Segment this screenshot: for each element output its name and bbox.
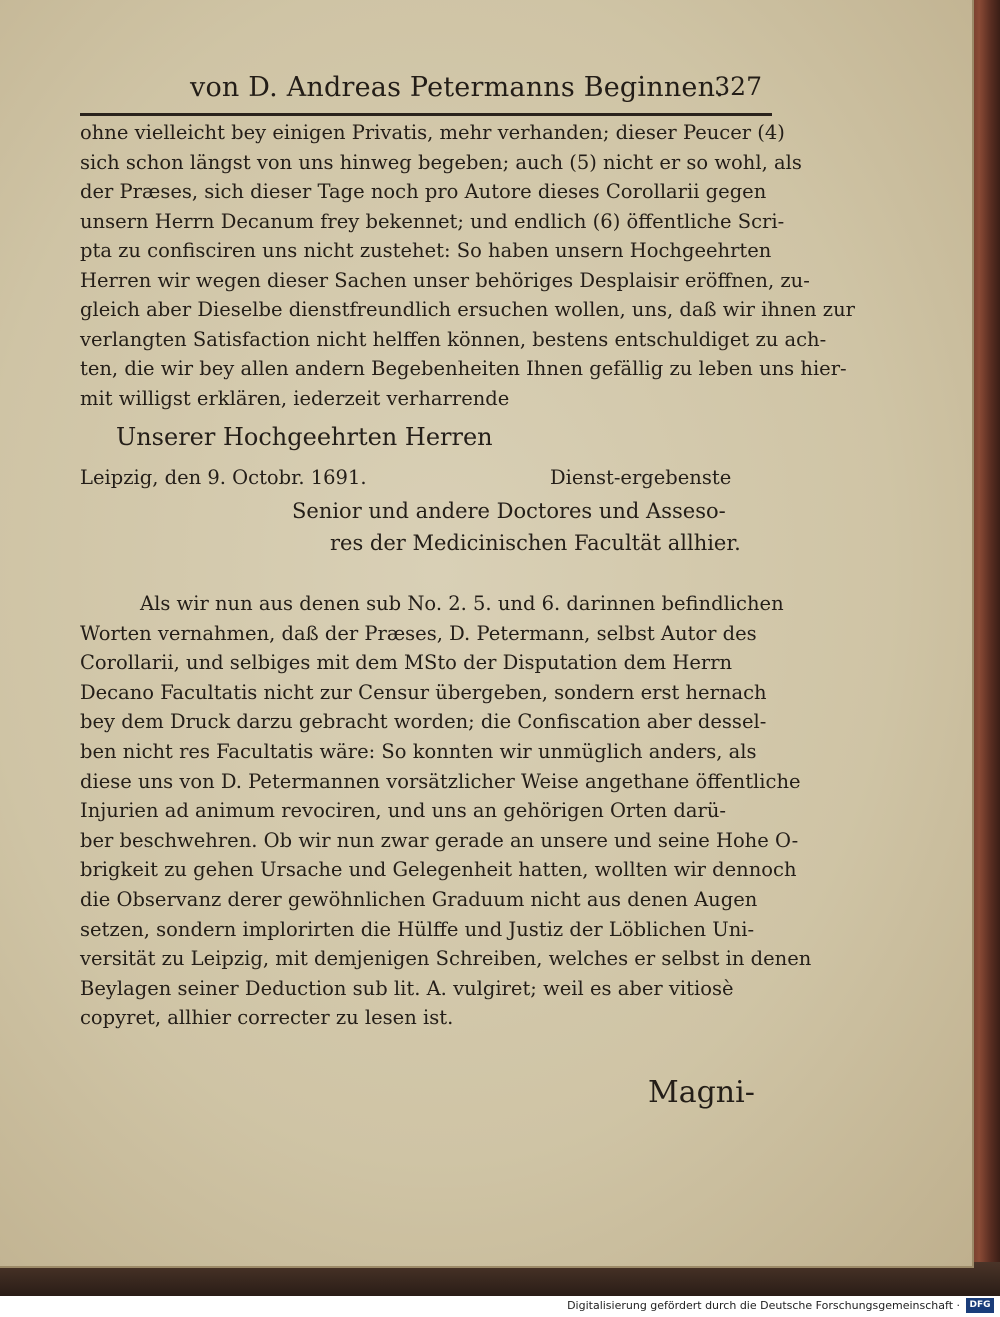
catchword: Magni- bbox=[648, 1075, 755, 1110]
text-line: bey dem Druck darzu gebracht worden; die Confiscation aber dessel- bbox=[80, 710, 767, 734]
footer-bar bbox=[0, 1296, 1000, 1317]
text-line: pta zu confisciren uns nicht zustehet: So haben unsern Hochgeehrten bbox=[80, 239, 772, 262]
paragraph-2 bbox=[80, 589, 812, 1033]
page-body bbox=[80, 118, 855, 1033]
text-line: der Præses, sich dieser Tage noch pro Autore dieses Corollarii gegen bbox=[80, 180, 767, 203]
header-rule bbox=[80, 113, 772, 116]
text-line: verlangten Satisfaction nicht helffen können, bestens entschuldiget zu ach- bbox=[80, 327, 827, 351]
page-header bbox=[80, 66, 770, 110]
page-number: 327 bbox=[714, 72, 762, 101]
letter-closing: Unserer Hochgeehrten Herren bbox=[116, 423, 493, 451]
text-line: Worten vernahmen, daß der Præses, D. Petermann, selbst Autor des bbox=[80, 621, 757, 645]
text-line: mit willigst erklären, iederzeit verharrende bbox=[80, 386, 510, 410]
text-line: diese uns von D. Petermannen vorsätzlicher Weise angethane öffentliche bbox=[80, 769, 801, 793]
text-line: die Observanz derer gewöhnlichen Graduum nicht aus denen Augen bbox=[80, 887, 758, 911]
text-line: setzen, sondern implorirten die Hülffe und Justiz der Löblichen Uni- bbox=[80, 917, 755, 941]
text-line: Herren wir wegen dieser Sachen unser behöriges Desplaisir eröffnen, zu- bbox=[80, 268, 810, 292]
text-line: Corollarii, und selbiges mit dem MSto der Disputation dem Herrn bbox=[80, 651, 733, 675]
text-line: Injurien ad animum revociren, und uns an gehörigen Orten darü- bbox=[80, 799, 726, 823]
text-line: Beylagen seiner Deduction sub lit. A. vulgiret; weil es aber vitiosè bbox=[80, 976, 734, 1000]
text-line: brigkeit zu gehen Ursache und Gelegenheit hatten, wollten wir dennoch bbox=[80, 858, 797, 882]
text-line: copyret, allhier correcter zu lesen ist. bbox=[80, 1006, 454, 1030]
text-line: ben nicht res Facultatis wäre: So konnten wir unmüglich anders, als bbox=[80, 739, 757, 763]
text-line: sich schon längst von uns hinweg begeben; auch (5) nicht er so wohl, als bbox=[80, 150, 802, 174]
subscription: Dienst-ergebenste bbox=[550, 466, 732, 489]
text-line: Decano Facultatis nicht zur Censur übergeben, sondern erst hernach bbox=[80, 680, 767, 704]
running-title: von D. Andreas Petermanns Beginnen. bbox=[190, 72, 724, 103]
signature-line-2: res der Medicinischen Facultät allhier. bbox=[330, 531, 741, 555]
paragraph-1 bbox=[80, 118, 855, 413]
dfg-logo: DFG bbox=[966, 1298, 994, 1313]
text-line: gleich aber Dieselbe dienstfreundlich ersuchen wollen, uns, daß wir ihnen zur bbox=[80, 298, 855, 321]
signature-line-1: Senior und andere Doctores und Asseso- bbox=[292, 499, 726, 523]
text-line: versität zu Leipzig, mit demjenigen Schreiben, welches er selbst in denen bbox=[80, 947, 812, 971]
date-line: Leipzig, den 9. Octobr. 1691. bbox=[80, 466, 367, 489]
date-row bbox=[80, 461, 780, 495]
text-line: ohne vielleicht bey einigen Privatis, mehr verhanden; dieser Peucer (4) bbox=[80, 121, 785, 144]
text-line: unsern Herrn Decanum frey bekennet; und endlich (6) öffentliche Scri- bbox=[80, 209, 785, 233]
funding-credit: Digitalisierung gefördert durch die Deutsche Forschungsgemeinschaft · bbox=[567, 1299, 960, 1312]
text-line: ten, die wir bey allen andern Begebenheiten Ihnen gefällig zu leben uns hier- bbox=[80, 357, 847, 380]
text-line: ber beschwehren. Ob wir nun zwar gerade an unsere und seine Hohe O- bbox=[80, 828, 799, 852]
text-line: Als wir nun aus denen sub No. 2. 5. und 6. darinnen befindlichen bbox=[140, 592, 784, 615]
